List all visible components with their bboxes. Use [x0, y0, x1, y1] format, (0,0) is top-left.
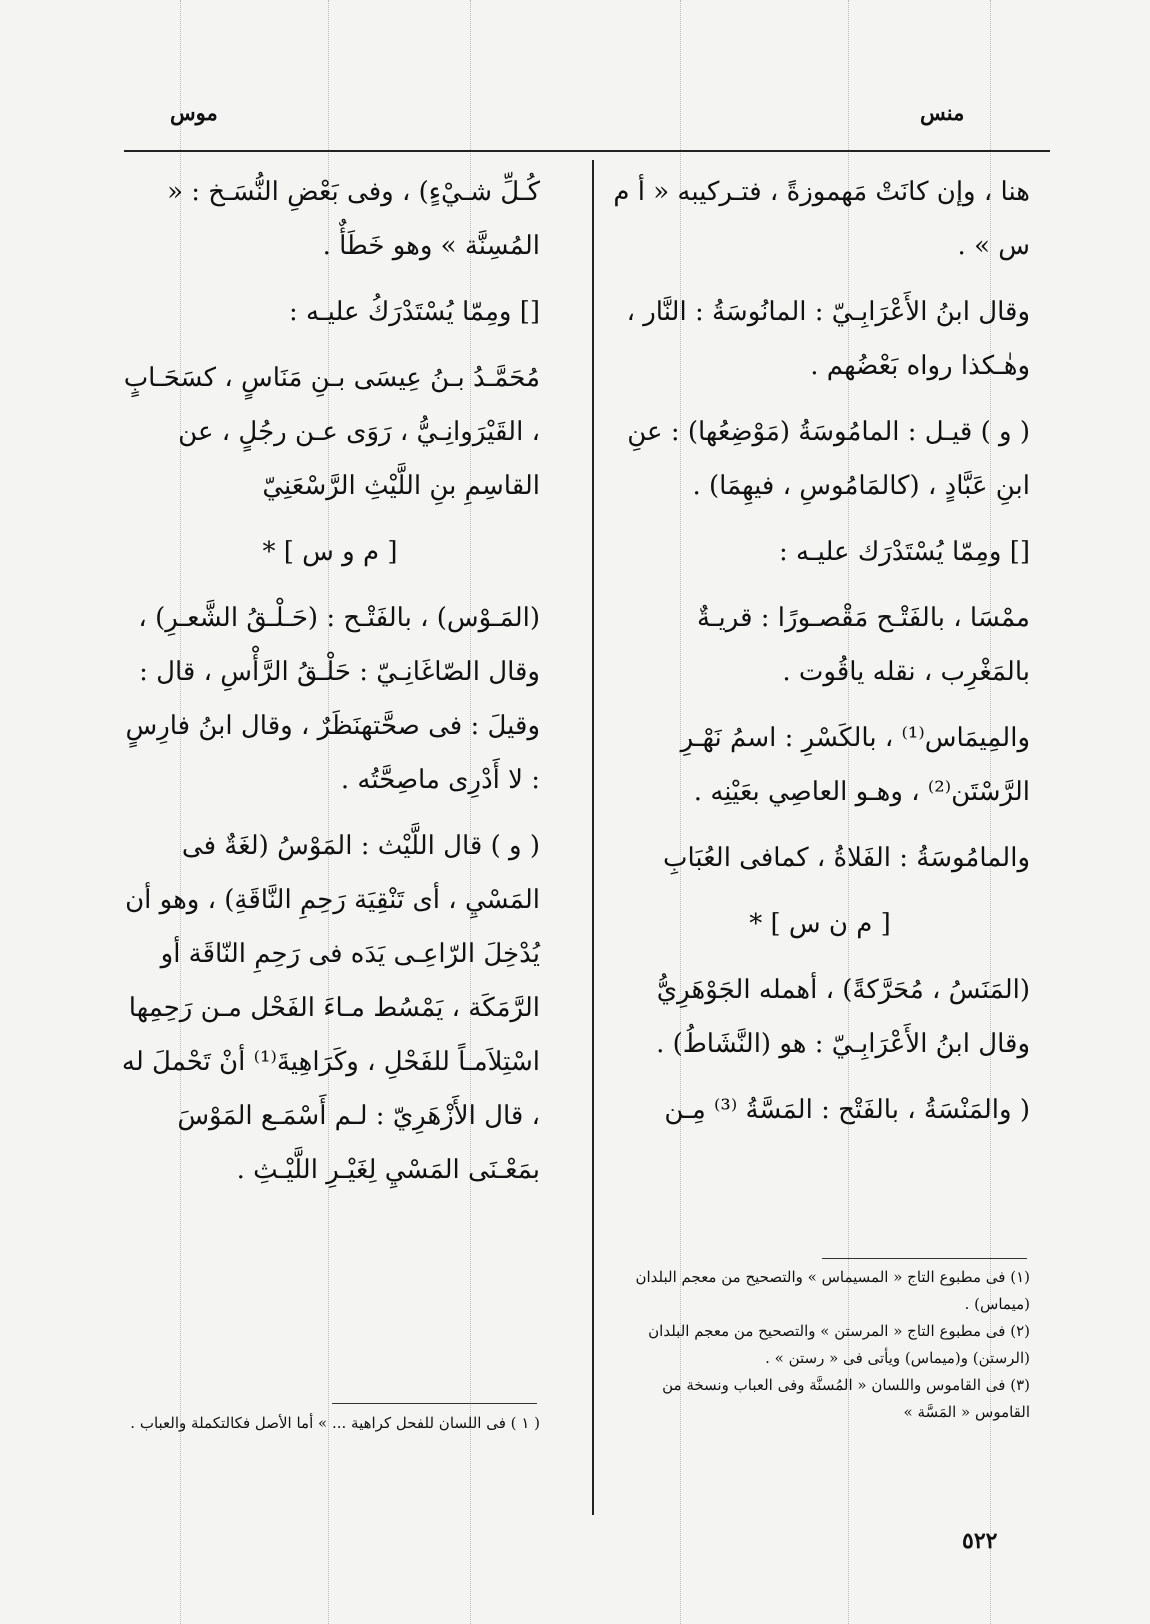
right-footnotes: [610, 1264, 1030, 1426]
entry-heading: [ م و س ] *: [262, 537, 398, 567]
paragraph: ( والمَنْسَةُ ، بالفَتْح : المَسَّةُ ⁽³⁾ مِـن: [664, 1095, 1030, 1125]
paragraph: كُـلِّ شـيْءٍ) ، وفى بَعْضِ النُّسَـخ : « المُسِنَّة » وهو خَطَأٌ .: [167, 177, 540, 261]
paragraph: هنا ، وإن كانَتْ مَهموزةً ، فتـركيبه « أ م س » .: [613, 177, 1030, 261]
right-column: [610, 165, 1030, 1149]
footnote: (٢) فى مطبوع التاج « المرستن » والتصحيح من معجم البلدان (الرستن) و(ميماس) ويأتى فى « رستن » .: [648, 1322, 1030, 1367]
paragraph: ( و ) قيـل : المامُوسَةُ (مَوْضِعُها) : عنِ ابنِ عَبَّادٍ ، (كالمَامُوسِ ، فيهِمَا) .: [627, 417, 1030, 501]
header-rule: [124, 150, 1050, 152]
footnote-rule: [822, 1258, 1027, 1259]
footnote: (٣) فى القاموس واللسان « المُسنَّة وفى العباب ونسخة من القاموس « المَسَّة »: [662, 1376, 1030, 1421]
paragraph: والمِيمَاس⁽¹⁾ ، بالكَسْرِ : اسمُ نَهْـرِ الرَّسْتَن⁽²⁾ ، وهـو العاصِي بعَيْنِه .: [680, 723, 1030, 807]
footnote: ( ١ ) فى اللسان للفحل كراهية ... » أما الأصل فكالتكملة والعباب .: [130, 1414, 540, 1432]
header-left: موس: [170, 100, 218, 125]
paragraph: مُحَمَّـدُ بـنُ عِيسَى بـنِ مَنَاسٍ ، كسَحَـابٍ ، القَيْرَوانِـيُّ ، رَوَى عـن رجُلٍ ، عن القاسِمِ بنِ اللَّيْثِ الرَّسْعَنِيّ: [123, 363, 540, 501]
entry-heading: [ م ن س ] *: [749, 909, 891, 939]
paragraph: ( و ) قال اللَّيْث : المَوْسُ (لغَةٌ فى المَسْيِ ، أى تَنْقِيَة رَحِمِ النَّاقَةِ) ، وهو أن يُدْخِلَ الرّاعِـى يَدَه فى رَحِمِ النّاقَة أو الرَّمَكَة ، يَمْسُط مـاءَ الفَحْل مـن رَحِمِها اسْتِلاَمـاً للفَحْلِ ، وكَرَاهِيةَ⁽¹⁾ أنْ تَحْملَ له ، قال الأَزْهَرِيّ : لـم أَسْمَـع المَوْسَ بمَعْـنَى المَسْيِ لِغَيْـرِ اللَّيْـثِ .: [121, 831, 540, 1185]
footnote: (١) فى مطبوع التاج « المسيماس » والتصحيح من معجم البلدان (ميماس) .: [635, 1268, 1030, 1313]
paragraph: والمامُوسَةُ : الفَلاةُ ، كمافى العُبَابِ: [662, 843, 1030, 873]
left-footnotes: [115, 1410, 540, 1437]
paragraph: [] ومِمّا يُسْتَدْرَكُ عليـه :: [289, 297, 540, 327]
left-column: [120, 165, 540, 1209]
footnote-rule: [332, 1403, 537, 1404]
paragraph: (المَنَسُ ، مُحَرَّكةً) ، أهمله الجَوْهَرِيُّ وقال ابنُ الأَعْرَابِـيّ : هو (النَّشَاطُ) .: [656, 975, 1030, 1059]
header-right: منس: [920, 100, 965, 125]
paragraph: وقال ابنُ الأَعْرَابِـيّ : المانُوسَةُ : النَّار ، وهٰـكذا رواه بَعْضُهم .: [626, 297, 1030, 381]
column-rule: [592, 160, 594, 1515]
paragraph: ممْسَا ، بالفَتْـح مَقْصـورًا : قريـةٌ بالمَغْرِب ، نقله ياقُوت .: [696, 603, 1030, 687]
paragraph: (المَـوْس) ، بالفَتْـح : (حَـلْـقُ الشَّعـرِ) ، وقال الصّاغَانِـيّ : حَلْـقُ الرَّأْسِ ، قال : وقيلَ : فى صحَّتهنَظَرٌ ، وقال ابنُ فارِسٍ : لا أَدْرِى ماصِحَّتُه .: [125, 603, 540, 795]
page-number: ٥٢٢: [962, 1528, 998, 1554]
paragraph: [] ومِمّا يُسْتَدْرَك عليـه :: [779, 537, 1030, 567]
